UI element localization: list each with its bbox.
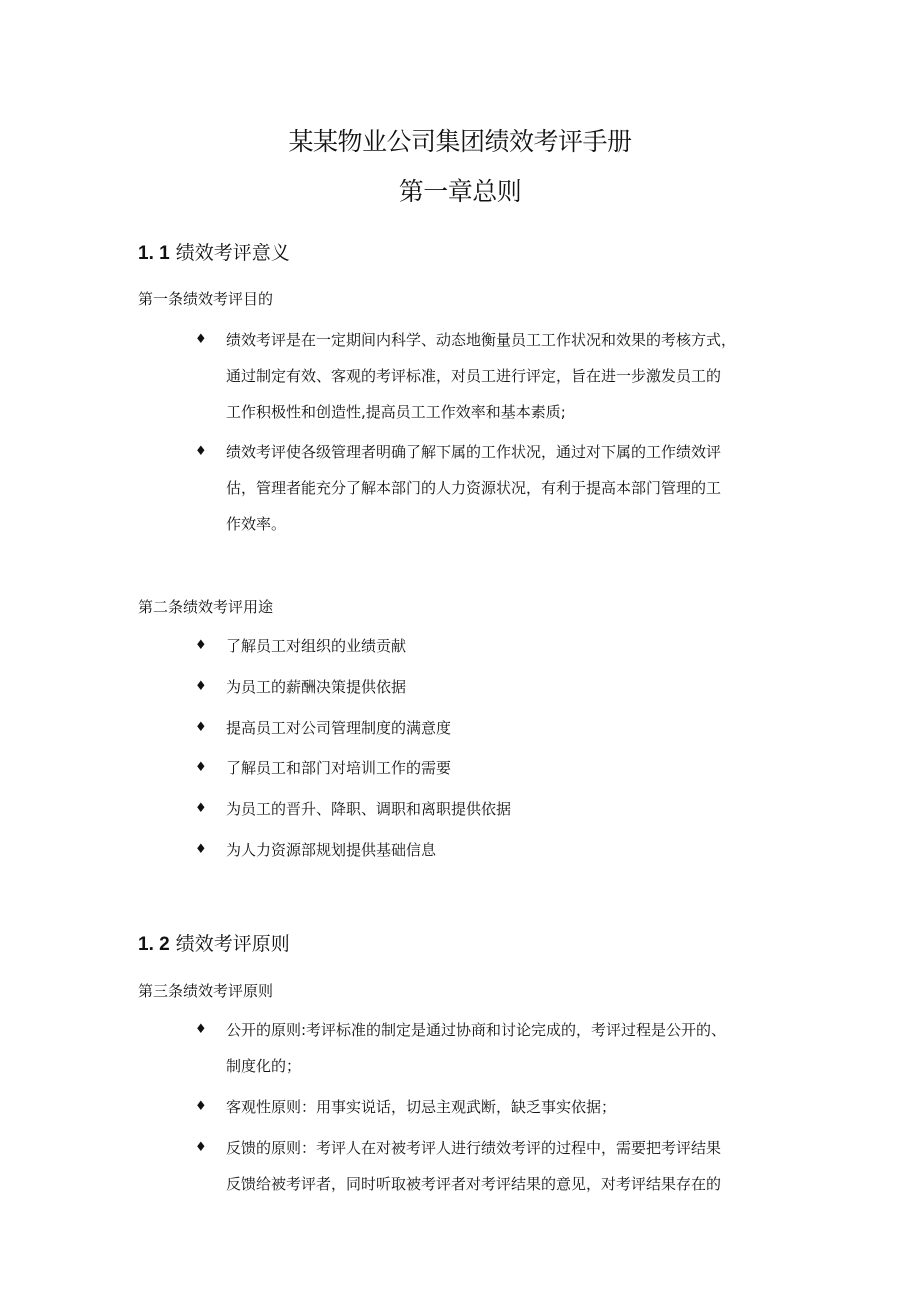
diamond-bullet-icon: ♦ <box>195 842 207 857</box>
article-heading-2: 第二条绩效考评用途 <box>138 598 274 616</box>
diamond-bullet-icon: ♦ <box>195 332 207 347</box>
diamond-bullet-icon: ♦ <box>195 1022 207 1037</box>
diamond-bullet-icon: ♦ <box>195 720 207 735</box>
section-heading-1-1 <box>138 238 290 265</box>
list-item <box>195 1089 795 1125</box>
text-line: 工作积极性和创造性,提高员工工作效率和基本素质; <box>226 403 566 421</box>
text-line: 反馈给被考评者，同时听取被考评者对考评结果的意见，对考评结果存在的 <box>226 1175 722 1193</box>
section-heading-1-2 <box>138 929 290 956</box>
article-heading-1: 第一条绩效考评目的 <box>138 290 274 308</box>
list-item <box>195 750 795 786</box>
list-item-text <box>226 1012 793 1084</box>
list-item <box>195 832 795 868</box>
chapter-title: 第一章总则 <box>398 177 522 206</box>
text-line: 客观性原则：用事实说话，切忌主观武断，缺乏事实依据； <box>226 1098 617 1116</box>
text-line: 绩效考评使各级管理者明确了解下属的工作状况，通过对下属的工作绩效评 <box>226 443 722 461</box>
section-number: 1. 2 <box>138 934 170 955</box>
list-item-text: 了解员工对组织的业绩贡献 <box>226 637 407 655</box>
list-item-text <box>226 1130 793 1202</box>
text-line: 估，管理者能充分了解本部门的人力资源状况，有利于提高本部门管理的工 <box>226 479 722 497</box>
list-item-text: 为人力资源部规划提供基础信息 <box>226 841 437 859</box>
text-line: 绩效考评是在一定期间内科学、动态地衡量员工工作状况和效果的考核方式， <box>226 331 737 349</box>
article-heading-3: 第三条绩效考评原则 <box>138 982 274 1000</box>
list-item-text: 为员工的晋升、降职、调职和离职提供依据 <box>226 800 512 818</box>
section-number: 1. 1 <box>138 243 170 264</box>
diamond-bullet-icon: ♦ <box>195 1099 207 1114</box>
text-line: 反馈的原则：考评人在对被考评人进行绩效考评的过程中，需要把考评结果 <box>226 1139 722 1157</box>
text-line: 公开的原则:考评标准的制定是通过协商和讨论完成的，考评过程是公开的、 <box>226 1021 727 1039</box>
list-item <box>195 1012 795 1084</box>
list-item <box>195 791 795 827</box>
list-item <box>195 322 795 430</box>
list-item <box>195 1130 795 1202</box>
section-title: 绩效考评原则 <box>175 933 290 955</box>
document-title: 某某物业公司集团绩效考评手册 <box>288 127 632 156</box>
list-item <box>195 628 795 664</box>
list-item-text <box>226 322 793 430</box>
section-title: 绩效考评意义 <box>175 242 290 264</box>
list-item <box>195 434 795 542</box>
diamond-bullet-icon: ♦ <box>195 638 207 653</box>
list-item-text: 了解员工和部门对培训工作的需要 <box>226 759 452 777</box>
diamond-bullet-icon: ♦ <box>195 760 207 775</box>
list-item-text: 提高员工对公司管理制度的满意度 <box>226 719 452 737</box>
list-item <box>195 710 795 746</box>
list-item-text: 为员工的薪酬决策提供依据 <box>226 678 407 696</box>
text-line: 制度化的； <box>226 1057 302 1075</box>
list-item-text <box>226 434 793 542</box>
diamond-bullet-icon: ♦ <box>195 444 207 459</box>
text-line: 作效率。 <box>226 515 287 533</box>
diamond-bullet-icon: ♦ <box>195 679 207 694</box>
list-item-text <box>226 1089 793 1125</box>
text-line: 通过制定有效、客观的考评标准，对员工进行评定，旨在进一步激发员工的 <box>226 367 722 385</box>
list-item <box>195 669 795 705</box>
diamond-bullet-icon: ♦ <box>195 801 207 816</box>
diamond-bullet-icon: ♦ <box>195 1140 207 1155</box>
